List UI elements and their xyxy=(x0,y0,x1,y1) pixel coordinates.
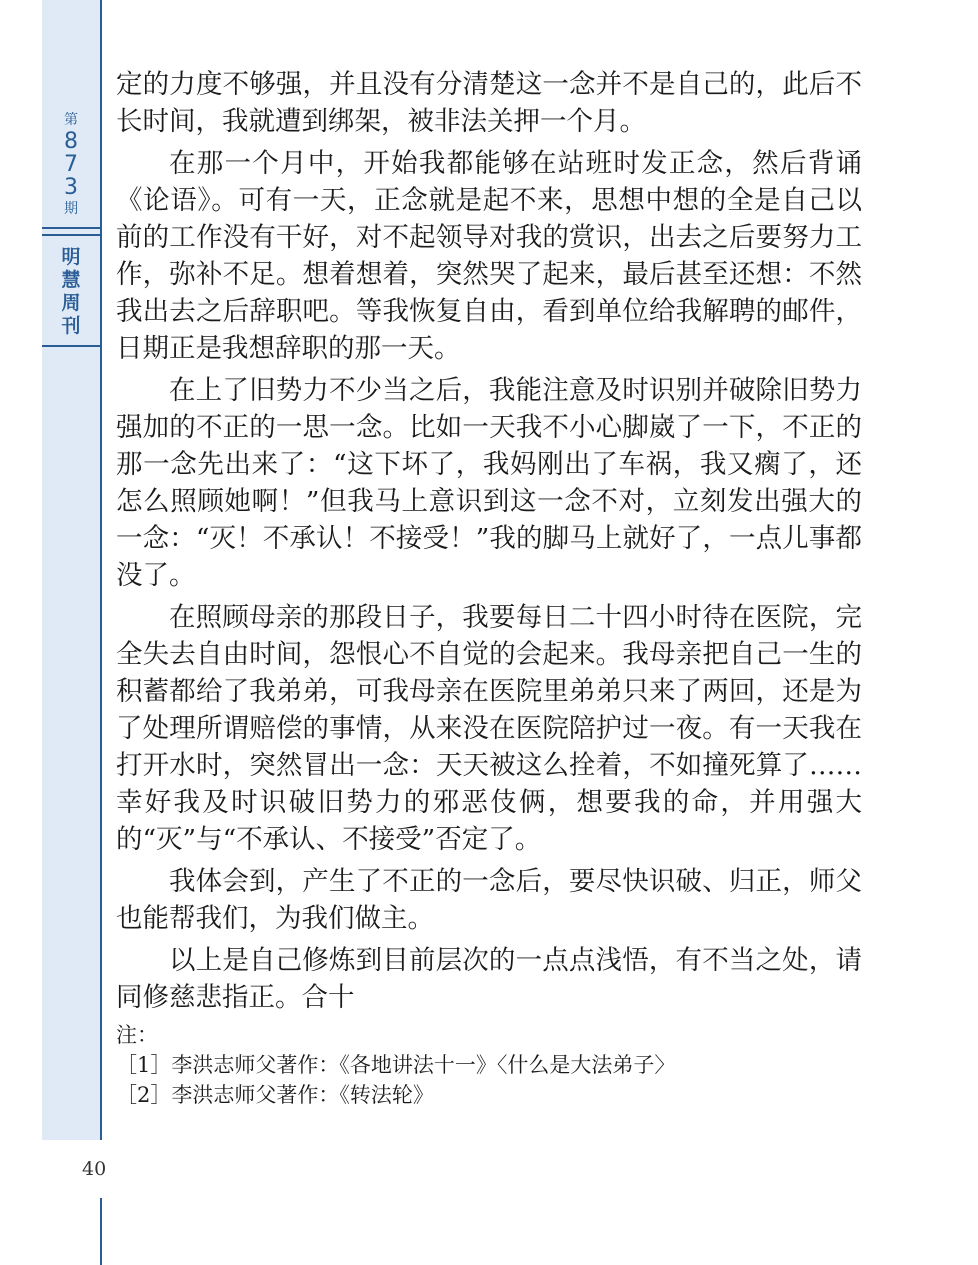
issue-digit: 7 xyxy=(64,152,78,177)
paragraph: 在照顾母亲的那段日子，我要每日二十四小时待在医院，完全失去自由时间，怨恨心不自觉的会起来。我母亲把自己一生的积蓄都给了我弟弟，可我母亲在医院里弟弟只来了两回，还是为了处理所谓赔偿的事情，从来没在医院陪护过一夜。有一天我在打开水时，突然冒出一念：天天被这么拴着，不如撞死算了……幸好我及时识破旧势力的邪恶伎俩，想要我的命，并用强大的“灭”与“不承认、不接受”否定了。 xyxy=(116,602,862,855)
footnote: ［1］李洪志师父著作：《各地讲法十一》〈什么是大法弟子〉 xyxy=(116,1053,676,1077)
issue-digit: 8 xyxy=(64,129,78,154)
sidebar-rule-bottom xyxy=(100,1198,102,1265)
issue-divider xyxy=(42,234,100,236)
issue-suffix: 期 xyxy=(64,201,78,217)
issue-digit: 3 xyxy=(64,175,78,200)
magazine-title-char: 慧 xyxy=(61,269,81,291)
magazine-title-char: 刊 xyxy=(61,315,81,337)
paragraph: 在上了旧势力不少当之后，我能注意及时识别并破除旧势力强加的不正的一思一念。比如一天我不小心脚崴了一下，不正的那一念先出来了：“这下坏了，我妈刚出了车祸，我又瘸了，还怎么照顾她啊！”但我马上意识到这一念不对，立刻发出强大的一念：“灭！不承认！不接受！”我的脚马上就好了，一点儿事都没了。 xyxy=(116,375,862,591)
footnote: ［2］李洪志师父著作：《转法轮》 xyxy=(116,1083,434,1107)
paragraph: 在那一个月中，开始我都能够在站班时发正念，然后背诵《论语》。可有一天，正念就是起不来，思想中想的全是自己以前的工作没有干好，对不起领导对我的赏识，出去之后要努力工作，弥补不足。想着想着，突然哭了起来，最后甚至还想：不然我出去之后辞职吧。等我恢复自由，看到单位给我解聘的邮件，日期正是我想辞职的那一天。 xyxy=(116,148,862,364)
issue-prefix: 第 xyxy=(64,112,78,128)
footnotes xyxy=(116,1020,862,1110)
issue-divider xyxy=(42,227,100,229)
article-body xyxy=(116,66,862,1021)
magazine-title xyxy=(42,246,100,338)
issue-number xyxy=(42,110,100,219)
paragraph: 定的力度不够强，并且没有分清楚这一念并不是自己的，此后不长时间，我就遭到绑架，被非法关押一个月。 xyxy=(116,69,862,137)
magazine-title-char: 周 xyxy=(61,292,81,314)
paragraph: 以上是自己修炼到目前层次的一点点浅悟，有不当之处，请同修慈悲指正。合十 xyxy=(116,945,862,1013)
page-number: 40 xyxy=(82,1158,107,1180)
footnotes-label: 注： xyxy=(116,1023,158,1047)
paragraph: 我体会到，产生了不正的一念后，要尽快识破、归正，师父也能帮我们，为我们做主。 xyxy=(116,866,862,934)
magazine-title-char: 明 xyxy=(61,246,81,268)
magazine-divider xyxy=(42,345,100,347)
sidebar-rule xyxy=(100,0,102,1140)
